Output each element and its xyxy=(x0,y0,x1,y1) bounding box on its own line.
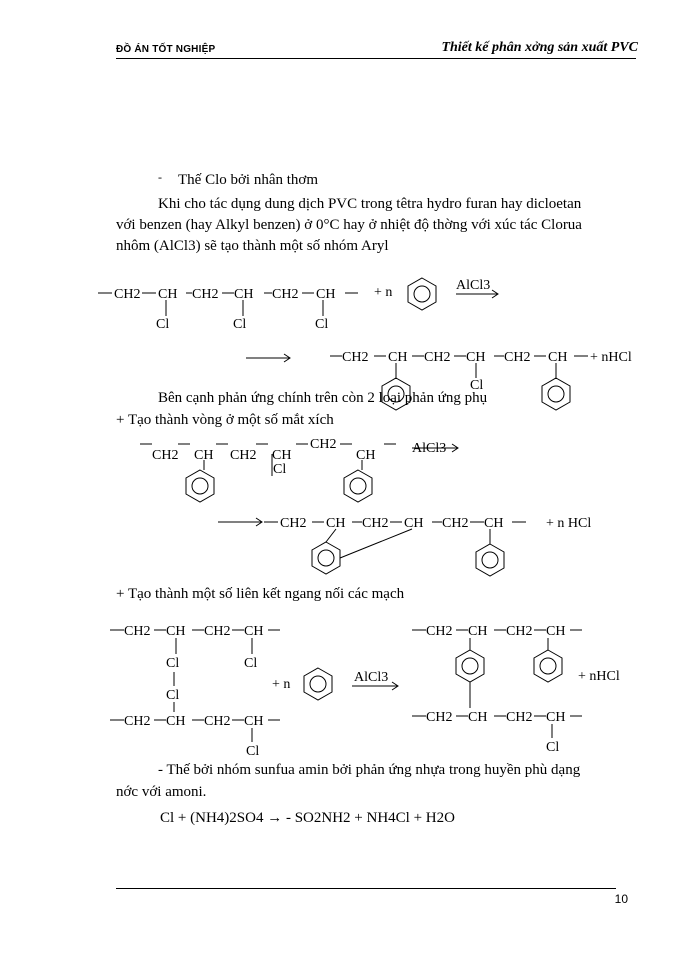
chain-ch2: CH2 xyxy=(114,287,141,302)
chain-ch: CH xyxy=(166,714,186,729)
header-title-left: ĐỒ ÁN TỐT NGHIỆP xyxy=(116,44,216,55)
chain-cl: Cl xyxy=(244,656,258,671)
chain-ch2: CH2 xyxy=(204,714,231,729)
chain-ch2: CH2 xyxy=(506,710,533,725)
chain-ch2: CH2 xyxy=(424,350,451,365)
header-title-right: Thiết kế phân xởng sản xuất PVC xyxy=(441,40,638,55)
chain-cl: Cl xyxy=(156,317,170,332)
chain-ch: CH xyxy=(316,287,336,302)
chain-ch2: CH2 xyxy=(204,624,231,639)
chain-ch2: CH2 xyxy=(230,448,257,463)
chain-ch: CH xyxy=(404,516,424,531)
chain-ch: CH xyxy=(468,710,488,725)
paragraph-line: với benzen (hay Alkyl benzen) ở 0°C hay ở nhiệt độ thờng với xúc tác Clorua xyxy=(116,217,582,233)
plus-n: + n xyxy=(374,285,393,300)
chain-ch2: CH2 xyxy=(426,624,453,639)
chain-ch2: CH2 xyxy=(152,448,179,463)
chain-ch2: CH2 xyxy=(310,437,337,452)
chain-cl: Cl xyxy=(246,744,260,759)
chain-ch2: CH2 xyxy=(272,287,299,302)
chain-ch: CH xyxy=(272,448,292,463)
catalyst-label: AlCl3 xyxy=(456,278,491,293)
chain-ch: CH xyxy=(548,350,568,365)
chain-ch: CH xyxy=(244,714,264,729)
chain-ch2: CH2 xyxy=(342,350,369,365)
chain-cl: Cl xyxy=(470,378,484,393)
paragraph-line: - Thế bởi nhóm sunfua amin bởi phản ứng nhựa trong huyền phù dạng xyxy=(158,762,581,778)
chain-ch2: CH2 xyxy=(504,350,531,365)
chain-ch: CH xyxy=(326,516,346,531)
byproduct-hcl: + nHCl xyxy=(590,350,632,365)
chain-ch2: CH2 xyxy=(124,714,151,729)
benzene-ring-reagent xyxy=(408,278,436,310)
subheading-crosslink: + Tạo thành một số liên kết ngang nối các mạch xyxy=(116,586,405,602)
chain-cl: Cl xyxy=(546,740,560,755)
chain-ch2: CH2 xyxy=(280,516,307,531)
chain-ch: CH xyxy=(468,624,488,639)
chain-ch: CH xyxy=(234,287,254,302)
chain-ch: CH xyxy=(546,624,566,639)
chain-ch: CH xyxy=(166,624,186,639)
paragraph-line: Khi cho tác dụng dung dịch PVC trong têtra hydro furan hay dicloetan xyxy=(158,196,582,212)
byproduct-hcl: + n HCl xyxy=(546,516,592,531)
chain-ch: CH xyxy=(158,287,178,302)
chain-cl: Cl xyxy=(315,317,329,332)
footer-rule xyxy=(116,888,616,889)
chain-ch: CH xyxy=(356,448,376,463)
catalyst-label: AlCl3 xyxy=(354,670,389,685)
chain-ch: CH xyxy=(244,624,264,639)
chain-ch2: CH2 xyxy=(124,624,151,639)
paragraph-line: nớc với amoni. xyxy=(116,784,207,800)
page-number: 10 xyxy=(614,892,628,906)
benzene-ring-reagent xyxy=(304,668,332,700)
subheading-ring-formation: + Tạo thành vòng ở một số mắt xích xyxy=(116,412,334,428)
heading-chlorine-substitution: Thế Clo bởi nhân thơm xyxy=(178,172,319,188)
chain-ch: CH xyxy=(466,350,486,365)
chain-ch2: CH2 xyxy=(506,624,533,639)
chain-ch: CH xyxy=(484,516,504,531)
paragraph-line: nhôm (AlCl3) sẽ tạo thành một số nhóm Aryl xyxy=(116,238,389,254)
side-reaction-intro: Bên cạnh phản ứng chính trên còn 2 loại phản ứng phụ xyxy=(158,390,488,406)
chain-ch2: CH2 xyxy=(362,516,389,531)
chain-cl: Cl xyxy=(273,462,287,477)
chain-ch2: CH2 xyxy=(426,710,453,725)
chain-ch: CH xyxy=(194,448,214,463)
byproduct-hcl: + nHCl xyxy=(578,669,620,684)
bullet: - xyxy=(158,170,162,184)
chain-ch2: CH2 xyxy=(442,516,469,531)
chain-ch: CH xyxy=(546,710,566,725)
chain-cl: Cl xyxy=(166,688,180,703)
catalyst-label: AlCl3 xyxy=(412,441,447,456)
chain-ch: CH xyxy=(388,350,408,365)
plus-n: + n xyxy=(272,677,291,692)
chain-cl: Cl xyxy=(233,317,247,332)
sulfonamide-equation: Cl + (NH4)2SO4 → - SO2NH2 + NH4Cl + H2O xyxy=(160,810,455,826)
chain-ch2: CH2 xyxy=(192,287,219,302)
chain-cl: Cl xyxy=(166,656,180,671)
